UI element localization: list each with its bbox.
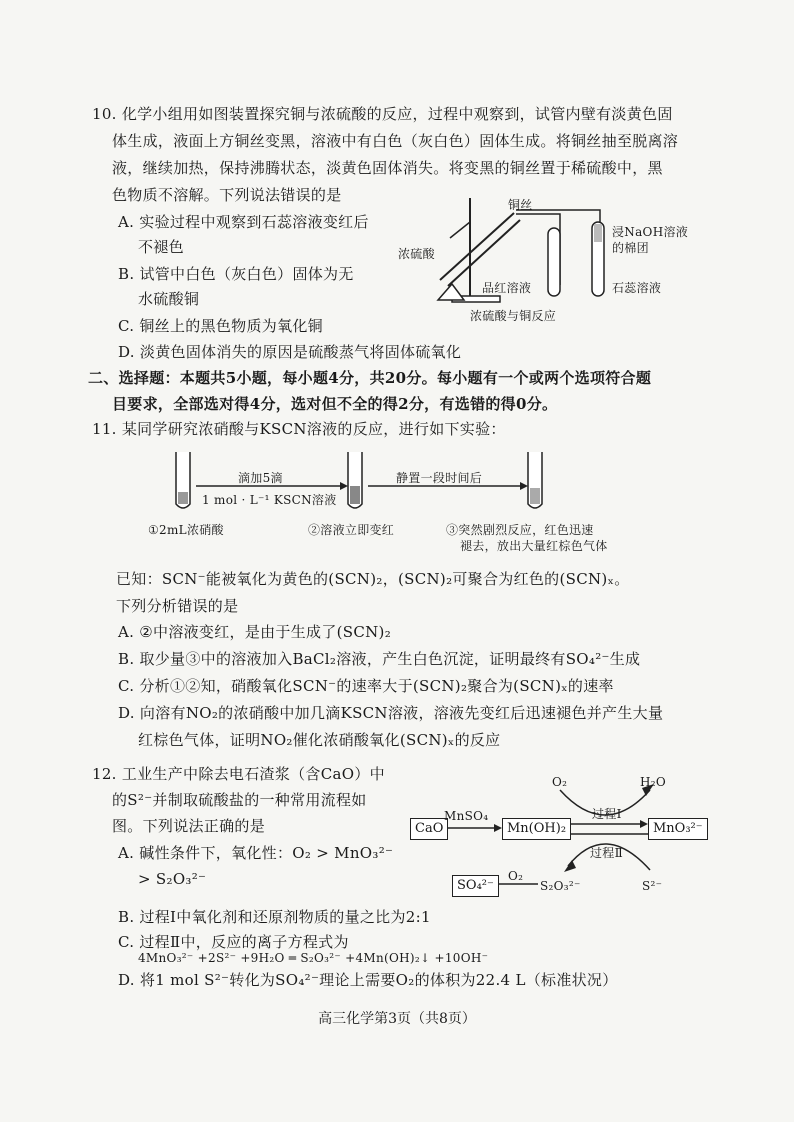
label-mnso4: MnSO₄ — [444, 809, 489, 823]
q10-option-c: C. 铜丝上的黑色物质为氧化铜 — [118, 317, 323, 335]
q11-ask: 下列分析错误的是 — [116, 597, 239, 615]
q10-option-b-cont: 水硫酸铜 — [138, 290, 200, 308]
node-mno3: MnO₃²⁻ — [648, 818, 708, 840]
label-conc-sulfuric: 浓硫酸 — [398, 247, 435, 261]
arrow-2-top-label: 静置一段时间后 — [396, 471, 483, 485]
tube-2-label: ②溶液立即变红 — [308, 523, 395, 537]
q12-stem-line-2: 的S²⁻并制取硫酸盐的一种常用流程如 — [112, 791, 367, 809]
q11-option-d-cont: 红棕色气体，证明NO₂催化浓硝酸氧化(SCN)ₓ的反应 — [138, 731, 501, 749]
node-mnoh2: Mn(OH)₂ — [502, 818, 571, 840]
label-process-1: 过程Ⅰ — [592, 807, 622, 821]
label-process-2: 过程Ⅱ — [590, 846, 624, 860]
q11-option-d: D. 向溶有NO₂的浓硝酸中加几滴KSCN溶液，溶液先变红后迅速褪色并产生大量 — [118, 704, 664, 722]
q10-option-b: B. 试管中白色（灰白色）固体为无 — [118, 265, 354, 283]
q11-known: 已知：SCN⁻能被氧化为黄色的(SCN)₂，(SCN)₂可聚合为红色的(SCN)ₓ。 — [116, 570, 630, 588]
q10-option-a-cont: 不褪色 — [138, 238, 184, 256]
label-h2o: H₂O — [640, 775, 667, 789]
tube-3-label-1: ③突然剧烈反应，红色迅速 — [446, 523, 594, 537]
q12-option-c-equation: 4MnO₃²⁻ +2S²⁻ +9H₂O ═ S₂O₃²⁻ +4Mn(OH)₂↓ +10OH⁻ — [138, 951, 489, 965]
node-so4: SO₄²⁻ — [452, 875, 499, 897]
section-2-line-1: 二、选择题：本题共5小题，每小题4分，共20分。每小题有一个或两个选项符合题 — [88, 369, 652, 387]
label-naoh-2: 的棉团 — [612, 241, 649, 255]
label-pin-solution: 品红溶液 — [482, 281, 532, 295]
node-cao: CaO — [410, 818, 448, 840]
figure-caption: 浓硫酸与铜反应 — [470, 309, 557, 323]
q10-stem-line-3: 液，继续加热，保持沸腾状态，淡黄色固体消失。将变黑的铜丝置于稀硫酸中，黑 — [112, 159, 663, 177]
q12-option-b: B. 过程Ⅰ中氧化剂和还原剂物质的量之比为2:1 — [118, 908, 431, 926]
q12-stem-line-3: 图。下列说法正确的是 — [112, 817, 266, 835]
q11-option-a: A. ②中溶液变红，是由于生成了(SCN)₂ — [118, 623, 392, 641]
label-copper-wire: 铜丝 — [508, 198, 533, 212]
q10-option-d: D. 淡黄色固体消失的原因是硫酸蒸气将固体硫氧化 — [118, 343, 462, 361]
label-o2-bottom: O₂ — [508, 869, 524, 883]
q12-option-a: A. 碱性条件下，氧化性：O₂ > MnO₃²⁻ — [118, 844, 394, 862]
tube-3-label-2: 褪去，放出大量红棕色气体 — [460, 539, 608, 553]
q10-stem-line-2: 体生成，液面上方铜丝变黑，溶液中有白色（灰白色）固体生成。将铜丝抽至脱离溶 — [112, 132, 679, 150]
label-o2-top: O₂ — [552, 775, 568, 789]
q10-stem-line-4: 色物质不溶解。下列说法错误的是 — [112, 186, 342, 204]
q12-option-a-cont: > S₂O₃²⁻ — [138, 870, 207, 888]
tube-1-label: ①2mL浓硝酸 — [148, 523, 224, 537]
q11-stem: 11. 某同学研究浓硝酸与KSCN溶液的反应，进行如下实验： — [92, 420, 506, 438]
label-s2o3: S₂O₃²⁻ — [540, 879, 581, 893]
q12-stem-line-1: 12. 工业生产中除去电石渣浆（含CaO）中 — [92, 765, 385, 783]
q11-option-c: C. 分析①②知，硝酸氧化SCN⁻的速率大于(SCN)₂聚合为(SCN)ₓ的速率 — [118, 677, 614, 695]
q10-option-a: A. 实验过程中观察到石蕊溶液变红后 — [118, 213, 369, 231]
q12-option-d: D. 将1 mol S²⁻转化为SO₄²⁻理论上需要O₂的体积为22.4 L（标准状况） — [118, 971, 618, 989]
section-2-line-2: 目要求，全部选对得4分，选对但不全的得2分，有选错的得0分。 — [112, 395, 558, 413]
page-footer: 高三化学第3页（共8页） — [318, 1011, 476, 1027]
label-s2: S²⁻ — [642, 879, 663, 893]
arrow-1-bottom-label: 1 mol · L⁻¹ KSCN溶液 — [202, 493, 337, 507]
label-naoh-1: 浸NaOH溶液 — [612, 225, 689, 239]
label-litmus: 石蕊溶液 — [612, 281, 662, 295]
arrow-1-top-label: 滴加5滴 — [238, 471, 283, 485]
q12-option-c: C. 过程Ⅱ中，反应的离子方程式为 — [118, 933, 349, 951]
q10-stem-line-1: 10. 化学小组用如图装置探究铜与浓硫酸的反应，过程中观察到，试管内壁有淡黄色固 — [92, 105, 673, 123]
q11-option-b: B. 取少量③中的溶液加入BaCl₂溶液，产生白色沉淀，证明最终有SO₄²⁻生成 — [118, 650, 641, 668]
